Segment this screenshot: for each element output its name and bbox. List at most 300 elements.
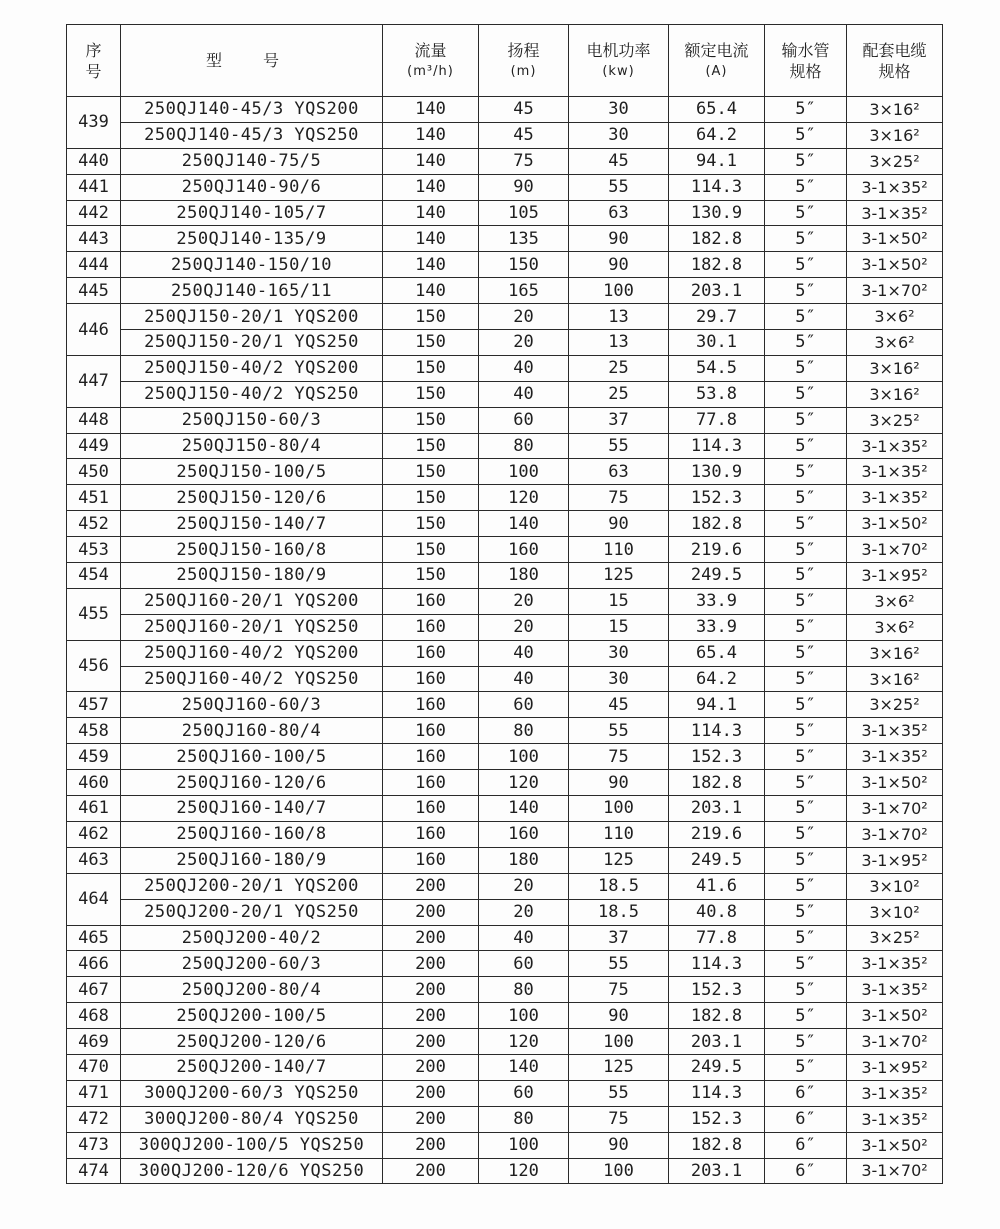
cell-flow: 160	[383, 718, 479, 744]
cell-cable: 3-1×35²	[847, 977, 943, 1003]
cell-head: 120	[479, 485, 569, 511]
cell-head: 80	[479, 977, 569, 1003]
cell-flow: 150	[383, 485, 479, 511]
cell-head: 20	[479, 304, 569, 330]
cell-model: 250QJ200-80/4	[121, 977, 383, 1003]
cell-head: 165	[479, 278, 569, 304]
cell-pipe: 5″	[765, 200, 847, 226]
header-current	[669, 25, 765, 97]
cell-current: 114.3	[669, 433, 765, 459]
cell-model: 250QJ150-40/2 YQS250	[121, 381, 383, 407]
cell-head: 45	[479, 97, 569, 123]
cell-current: 94.1	[669, 692, 765, 718]
cell-current: 65.4	[669, 97, 765, 123]
cell-cable: 3×6²	[847, 330, 943, 356]
cell-power: 90	[569, 511, 669, 537]
table-row	[67, 174, 943, 200]
cell-head: 105	[479, 200, 569, 226]
cell-head: 140	[479, 1054, 569, 1080]
cell-pipe: 5″	[765, 1054, 847, 1080]
cell-seq: 444	[67, 252, 121, 278]
table-row	[67, 252, 943, 278]
cell-model: 250QJ140-105/7	[121, 200, 383, 226]
table-row	[67, 666, 943, 692]
cell-pipe: 5″	[765, 744, 847, 770]
header-pipe	[765, 25, 847, 97]
cell-pipe: 6″	[765, 1132, 847, 1158]
cell-head: 160	[479, 821, 569, 847]
cell-power: 110	[569, 537, 669, 563]
cell-cable: 3×6²	[847, 588, 943, 614]
header-pipe-unit: 规格	[789, 61, 822, 81]
cell-seq: 451	[67, 485, 121, 511]
cell-flow: 200	[383, 951, 479, 977]
cell-flow: 150	[383, 355, 479, 381]
cell-cable: 3×25²	[847, 148, 943, 174]
cell-model: 250QJ160-80/4	[121, 718, 383, 744]
cell-model: 250QJ160-100/5	[121, 744, 383, 770]
cell-cable: 3-1×95²	[847, 563, 943, 589]
cell-pipe: 5″	[765, 718, 847, 744]
cell-head: 100	[479, 459, 569, 485]
cell-cable: 3-1×70²	[847, 796, 943, 822]
table-row	[67, 873, 943, 899]
cell-head: 60	[479, 1080, 569, 1106]
table-row	[67, 770, 943, 796]
cell-model: 250QJ200-100/5	[121, 1003, 383, 1029]
cell-current: 182.8	[669, 1132, 765, 1158]
cell-model: 250QJ150-120/6	[121, 485, 383, 511]
cell-seq: 447	[67, 355, 121, 407]
cell-flow: 200	[383, 873, 479, 899]
cell-power: 55	[569, 1080, 669, 1106]
header-cable-label: 配套电缆	[862, 40, 927, 60]
cell-cable: 3-1×35²	[847, 433, 943, 459]
cell-pipe: 5″	[765, 407, 847, 433]
cell-pipe: 5″	[765, 226, 847, 252]
cell-cable: 3-1×70²	[847, 537, 943, 563]
cell-cable: 3-1×35²	[847, 1106, 943, 1132]
cell-seq: 452	[67, 511, 121, 537]
cell-power: 55	[569, 951, 669, 977]
cell-seq: 439	[67, 97, 121, 149]
header-head-label: 扬程	[507, 40, 540, 60]
table-row	[67, 899, 943, 925]
table-row	[67, 1029, 943, 1055]
table-body	[67, 97, 943, 1184]
cell-power: 55	[569, 718, 669, 744]
cell-current: 219.6	[669, 537, 765, 563]
cell-model: 250QJ200-120/6	[121, 1029, 383, 1055]
cell-cable: 3-1×50²	[847, 252, 943, 278]
cell-model: 250QJ140-150/10	[121, 252, 383, 278]
cell-flow: 140	[383, 278, 479, 304]
cell-flow: 160	[383, 847, 479, 873]
cell-flow: 140	[383, 174, 479, 200]
cell-power: 90	[569, 1003, 669, 1029]
cell-head: 120	[479, 1029, 569, 1055]
table-row	[67, 821, 943, 847]
cell-power: 37	[569, 925, 669, 951]
cell-model: 250QJ140-45/3 YQS250	[121, 122, 383, 148]
cell-power: 25	[569, 381, 669, 407]
cell-current: 114.3	[669, 1080, 765, 1106]
cell-model: 250QJ150-20/1 YQS200	[121, 304, 383, 330]
table-row	[67, 796, 943, 822]
header-current-label: 额定电流	[684, 40, 749, 60]
cell-head: 120	[479, 770, 569, 796]
cell-seq: 472	[67, 1106, 121, 1132]
cell-seq: 441	[67, 174, 121, 200]
cell-flow: 150	[383, 433, 479, 459]
cell-flow: 160	[383, 614, 479, 640]
cell-pipe: 5″	[765, 355, 847, 381]
cell-flow: 200	[383, 925, 479, 951]
cell-seq: 474	[67, 1158, 121, 1184]
cell-current: 182.8	[669, 1003, 765, 1029]
cell-head: 20	[479, 330, 569, 356]
cell-flow: 160	[383, 770, 479, 796]
table-row	[67, 537, 943, 563]
cell-seq: 448	[67, 407, 121, 433]
table-row	[67, 1158, 943, 1184]
cell-pipe: 5″	[765, 97, 847, 123]
cell-pipe: 6″	[765, 1080, 847, 1106]
cell-flow: 150	[383, 407, 479, 433]
cell-model: 250QJ140-45/3 YQS200	[121, 97, 383, 123]
cell-head: 160	[479, 537, 569, 563]
cell-seq: 465	[67, 925, 121, 951]
cell-head: 100	[479, 1132, 569, 1158]
cell-power: 110	[569, 821, 669, 847]
cell-seq: 456	[67, 640, 121, 692]
cell-head: 40	[479, 666, 569, 692]
cell-pipe: 5″	[765, 174, 847, 200]
cell-pipe: 5″	[765, 977, 847, 1003]
cell-seq: 467	[67, 977, 121, 1003]
cell-current: 182.8	[669, 511, 765, 537]
cell-cable: 3-1×35²	[847, 1080, 943, 1106]
cell-power: 30	[569, 640, 669, 666]
cell-pipe: 5″	[765, 1029, 847, 1055]
cell-power: 30	[569, 122, 669, 148]
cell-power: 75	[569, 1106, 669, 1132]
cell-head: 20	[479, 873, 569, 899]
cell-head: 80	[479, 433, 569, 459]
cell-flow: 200	[383, 977, 479, 1003]
cell-flow: 200	[383, 1132, 479, 1158]
cell-model: 300QJ200-80/4 YQS250	[121, 1106, 383, 1132]
cell-pipe: 5″	[765, 330, 847, 356]
cell-power: 15	[569, 588, 669, 614]
cell-power: 90	[569, 226, 669, 252]
cell-current: 77.8	[669, 407, 765, 433]
cell-flow: 200	[383, 1158, 479, 1184]
cell-pipe: 5″	[765, 511, 847, 537]
table-row	[67, 511, 943, 537]
cell-pipe: 5″	[765, 304, 847, 330]
cell-head: 100	[479, 1003, 569, 1029]
cell-power: 75	[569, 977, 669, 1003]
cell-head: 80	[479, 1106, 569, 1132]
cell-flow: 140	[383, 252, 479, 278]
cell-head: 135	[479, 226, 569, 252]
cell-flow: 200	[383, 1080, 479, 1106]
cell-head: 140	[479, 511, 569, 537]
cell-pipe: 5″	[765, 640, 847, 666]
cell-model: 250QJ150-140/7	[121, 511, 383, 537]
cell-cable: 3×10²	[847, 873, 943, 899]
cell-current: 182.8	[669, 252, 765, 278]
cell-cable: 3×6²	[847, 304, 943, 330]
table-row	[67, 1003, 943, 1029]
table-row	[67, 304, 943, 330]
cell-head: 60	[479, 692, 569, 718]
cell-seq: 471	[67, 1080, 121, 1106]
cell-seq: 445	[67, 278, 121, 304]
cell-seq: 449	[67, 433, 121, 459]
cell-current: 64.2	[669, 666, 765, 692]
cell-pipe: 5″	[765, 563, 847, 589]
cell-model: 250QJ200-20/1 YQS250	[121, 899, 383, 925]
cell-cable: 3-1×95²	[847, 847, 943, 873]
cell-model: 250QJ160-160/8	[121, 821, 383, 847]
cell-flow: 160	[383, 666, 479, 692]
cell-seq: 454	[67, 563, 121, 589]
cell-cable: 3×16²	[847, 122, 943, 148]
cell-cable: 3-1×35²	[847, 718, 943, 744]
cell-cable: 3-1×35²	[847, 174, 943, 200]
cell-model: 250QJ140-135/9	[121, 226, 383, 252]
pump-spec-table	[66, 24, 943, 1184]
cell-flow: 150	[383, 330, 479, 356]
cell-seq: 473	[67, 1132, 121, 1158]
cell-seq: 463	[67, 847, 121, 873]
header-row	[67, 25, 943, 97]
table-row	[67, 148, 943, 174]
cell-pipe: 6″	[765, 1158, 847, 1184]
cell-pipe: 5″	[765, 381, 847, 407]
cell-cable: 3-1×35²	[847, 744, 943, 770]
cell-current: 203.1	[669, 796, 765, 822]
cell-head: 40	[479, 381, 569, 407]
cell-flow: 140	[383, 122, 479, 148]
table-row	[67, 459, 943, 485]
cell-model: 250QJ160-140/7	[121, 796, 383, 822]
cell-flow: 150	[383, 537, 479, 563]
cell-cable: 3-1×50²	[847, 770, 943, 796]
cell-model: 250QJ200-140/7	[121, 1054, 383, 1080]
cell-seq: 459	[67, 744, 121, 770]
cell-cable: 3-1×50²	[847, 1003, 943, 1029]
cell-head: 40	[479, 925, 569, 951]
cell-seq: 460	[67, 770, 121, 796]
cell-pipe: 5″	[765, 588, 847, 614]
cell-current: 219.6	[669, 821, 765, 847]
cell-pipe: 5″	[765, 821, 847, 847]
table-row	[67, 485, 943, 511]
cell-current: 114.3	[669, 951, 765, 977]
cell-head: 100	[479, 744, 569, 770]
table-row	[67, 97, 943, 123]
header-power	[569, 25, 669, 97]
cell-pipe: 5″	[765, 614, 847, 640]
cell-model: 250QJ140-75/5	[121, 148, 383, 174]
header-power-unit: (kw)	[602, 63, 635, 79]
cell-flow: 160	[383, 796, 479, 822]
cell-current: 29.7	[669, 304, 765, 330]
cell-cable: 3×25²	[847, 925, 943, 951]
table-row	[67, 1106, 943, 1132]
header-seq: 序 号	[67, 25, 121, 97]
cell-current: 203.1	[669, 1029, 765, 1055]
cell-cable: 3-1×50²	[847, 226, 943, 252]
header-cable-unit: 规格	[878, 61, 911, 81]
header-flow-label: 流量	[414, 40, 447, 60]
cell-pipe: 5″	[765, 666, 847, 692]
table-row	[67, 1132, 943, 1158]
cell-current: 130.9	[669, 200, 765, 226]
cell-cable: 3-1×35²	[847, 200, 943, 226]
cell-seq: 461	[67, 796, 121, 822]
cell-cable: 3-1×50²	[847, 511, 943, 537]
cell-head: 20	[479, 899, 569, 925]
cell-model: 250QJ150-20/1 YQS250	[121, 330, 383, 356]
header-power-label: 电机功率	[586, 40, 651, 60]
cell-current: 54.5	[669, 355, 765, 381]
cell-flow: 150	[383, 511, 479, 537]
cell-cable: 3×6²	[847, 614, 943, 640]
cell-model: 250QJ160-20/1 YQS200	[121, 588, 383, 614]
cell-head: 80	[479, 718, 569, 744]
table-row	[67, 588, 943, 614]
cell-head: 180	[479, 563, 569, 589]
header-model-label: 型 号	[205, 51, 298, 70]
cell-pipe: 5″	[765, 252, 847, 278]
cell-head: 140	[479, 796, 569, 822]
cell-seq: 446	[67, 304, 121, 356]
cell-head: 40	[479, 640, 569, 666]
cell-head: 20	[479, 588, 569, 614]
cell-seq: 468	[67, 1003, 121, 1029]
cell-power: 37	[569, 407, 669, 433]
cell-current: 152.3	[669, 485, 765, 511]
cell-head: 180	[479, 847, 569, 873]
header-head	[479, 25, 569, 97]
cell-current: 249.5	[669, 1054, 765, 1080]
cell-flow: 200	[383, 1106, 479, 1132]
table-row	[67, 1080, 943, 1106]
cell-power: 18.5	[569, 899, 669, 925]
cell-head: 45	[479, 122, 569, 148]
cell-current: 94.1	[669, 148, 765, 174]
cell-power: 13	[569, 304, 669, 330]
cell-model: 250QJ140-90/6	[121, 174, 383, 200]
cell-cable: 3×16²	[847, 355, 943, 381]
header-model	[121, 25, 383, 97]
cell-pipe: 5″	[765, 537, 847, 563]
table-row	[67, 692, 943, 718]
table-row	[67, 847, 943, 873]
cell-model: 250QJ140-165/11	[121, 278, 383, 304]
cell-current: 53.8	[669, 381, 765, 407]
header-cable	[847, 25, 943, 97]
cell-current: 203.1	[669, 1158, 765, 1184]
cell-model: 250QJ150-160/8	[121, 537, 383, 563]
cell-model: 250QJ200-60/3	[121, 951, 383, 977]
cell-head: 40	[479, 355, 569, 381]
cell-pipe: 5″	[765, 899, 847, 925]
cell-current: 114.3	[669, 718, 765, 744]
cell-model: 250QJ150-40/2 YQS200	[121, 355, 383, 381]
table-row	[67, 407, 943, 433]
cell-current: 40.8	[669, 899, 765, 925]
cell-head: 150	[479, 252, 569, 278]
cell-flow: 160	[383, 744, 479, 770]
cell-cable: 3-1×50²	[847, 1132, 943, 1158]
cell-power: 100	[569, 278, 669, 304]
cell-power: 63	[569, 200, 669, 226]
cell-flow: 160	[383, 640, 479, 666]
cell-seq: 440	[67, 148, 121, 174]
cell-flow: 200	[383, 899, 479, 925]
table-row	[67, 1054, 943, 1080]
cell-pipe: 5″	[765, 148, 847, 174]
cell-current: 33.9	[669, 614, 765, 640]
cell-pipe: 5″	[765, 692, 847, 718]
cell-cable: 3×25²	[847, 407, 943, 433]
cell-power: 100	[569, 1029, 669, 1055]
cell-flow: 160	[383, 821, 479, 847]
cell-pipe: 5″	[765, 433, 847, 459]
cell-seq: 453	[67, 537, 121, 563]
cell-power: 30	[569, 97, 669, 123]
cell-model: 250QJ160-120/6	[121, 770, 383, 796]
cell-pipe: 5″	[765, 459, 847, 485]
cell-current: 30.1	[669, 330, 765, 356]
cell-cable: 3×16²	[847, 666, 943, 692]
cell-pipe: 5″	[765, 770, 847, 796]
header-flow	[383, 25, 479, 97]
cell-flow: 140	[383, 200, 479, 226]
cell-seq: 458	[67, 718, 121, 744]
cell-pipe: 5″	[765, 485, 847, 511]
cell-current: 33.9	[669, 588, 765, 614]
cell-flow: 150	[383, 563, 479, 589]
table-row	[67, 330, 943, 356]
cell-pipe: 5″	[765, 873, 847, 899]
cell-model: 250QJ150-60/3	[121, 407, 383, 433]
cell-model: 250QJ160-40/2 YQS250	[121, 666, 383, 692]
cell-current: 182.8	[669, 226, 765, 252]
cell-seq: 450	[67, 459, 121, 485]
cell-power: 100	[569, 1158, 669, 1184]
cell-model: 300QJ200-100/5 YQS250	[121, 1132, 383, 1158]
cell-flow: 150	[383, 381, 479, 407]
table-row	[67, 563, 943, 589]
cell-power: 75	[569, 744, 669, 770]
cell-power: 55	[569, 174, 669, 200]
cell-power: 90	[569, 252, 669, 278]
cell-model: 250QJ160-40/2 YQS200	[121, 640, 383, 666]
cell-head: 20	[479, 614, 569, 640]
cell-power: 90	[569, 770, 669, 796]
table-row	[67, 925, 943, 951]
cell-pipe: 5″	[765, 796, 847, 822]
cell-power: 125	[569, 563, 669, 589]
cell-model: 300QJ200-120/6 YQS250	[121, 1158, 383, 1184]
cell-seq: 443	[67, 226, 121, 252]
